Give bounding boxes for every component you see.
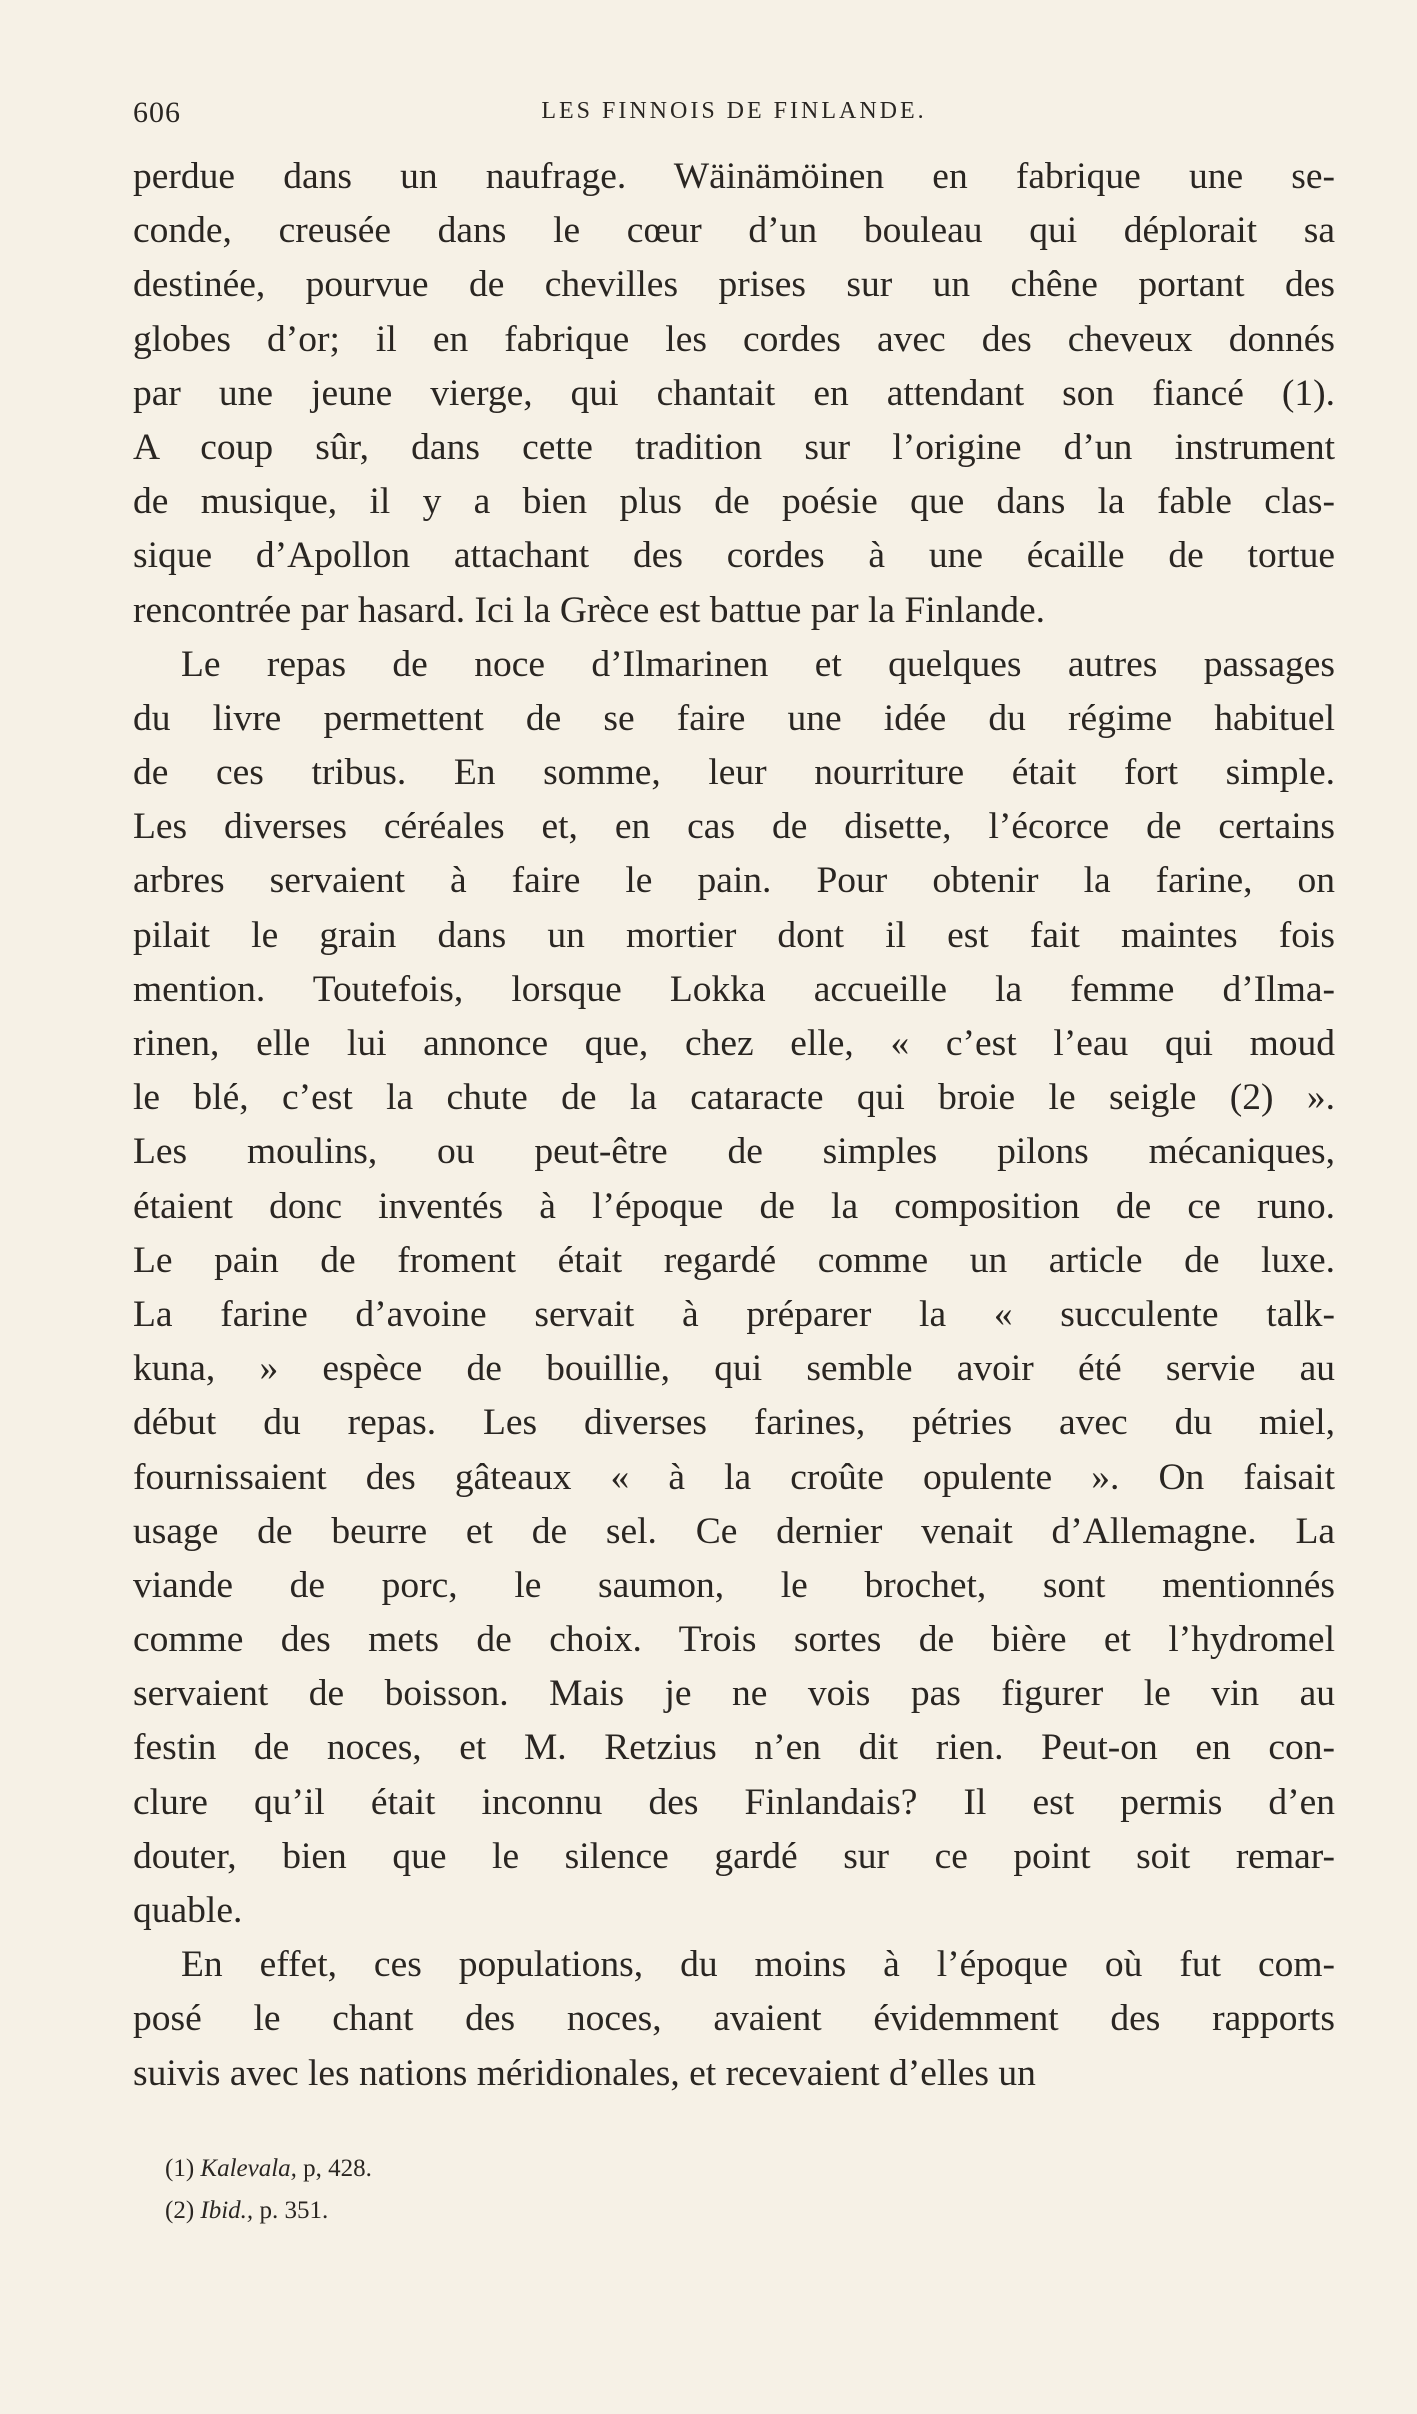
text-line: clure qu’il était inconnu des Finlandais? Il est permis d’en bbox=[133, 1781, 1335, 1823]
text-line: La farine d’avoine servait à préparer la « succulente talk- bbox=[133, 1293, 1335, 1335]
page-header bbox=[133, 96, 1335, 136]
footnote bbox=[165, 2190, 1265, 2232]
text-line: suivis avec les nations méridionales, et recevaient d’elles un bbox=[133, 2052, 1036, 2094]
text-line: Les diverses céréales et, en cas de disette, l’écorce de certains bbox=[133, 806, 1335, 848]
text-line: quable. bbox=[133, 1890, 243, 1931]
footnote-work-title: Ibid., bbox=[200, 2197, 254, 2224]
text-line: douter, bien que le silence gardé sur ce point soit remar- bbox=[133, 1835, 1335, 1877]
text-line: perdue dans un naufrage. Wäinämöinen en fabrique une se- bbox=[133, 156, 1335, 197]
text-line: Le pain de froment était regardé comme un article de luxe. bbox=[133, 1239, 1335, 1281]
footnote-marker: (1) bbox=[165, 2155, 201, 2182]
text-line: rencontrée par hasard. Ici la Grèce est battue par la Finlande. bbox=[133, 589, 1046, 631]
text-line: début du repas. Les diverses farines, pétries avec du miel, bbox=[133, 1402, 1335, 1444]
footnote-page-ref: p. 351. bbox=[253, 2197, 329, 2224]
paragraph bbox=[133, 150, 1335, 638]
text-line: du livre permettent de se faire une idée du régime habituel bbox=[133, 697, 1335, 739]
text-line: fournissaient des gâteaux « à la croûte opulente ». On faisait bbox=[133, 1456, 1335, 1498]
text-line: mention. Toutefois, lorsque Lokka accueille la femme d’Ilma- bbox=[133, 968, 1335, 1010]
text-line: A coup sûr, dans cette tradition sur l’origine d’un instrument bbox=[133, 426, 1335, 468]
text-line: servaient de boisson. Mais je ne vois pas figurer le vin au bbox=[133, 1673, 1335, 1715]
footnote-work-title: Kalevala, bbox=[200, 2155, 297, 2182]
text-line: de ces tribus. En somme, leur nourriture était fort simple. bbox=[133, 752, 1335, 794]
text-line: par une jeune vierge, qui chantait en attendant son fiancé (1). bbox=[133, 372, 1335, 414]
text-line: arbres servaient à faire le pain. Pour obtenir la farine, on bbox=[133, 860, 1335, 902]
text-line: pilait le grain dans un mortier dont il est fait maintes fois bbox=[133, 914, 1335, 956]
footnote-marker: (2) bbox=[165, 2197, 201, 2224]
text-line: conde, creusée dans le cœur d’un bouleau qui déplorait sa bbox=[133, 210, 1335, 252]
text-line: Le repas de noce d’Ilmarinen et quelques autres passages bbox=[181, 643, 1335, 685]
footnote-page-ref: p, 428. bbox=[296, 2155, 372, 2182]
page-number: 606 bbox=[133, 96, 181, 129]
body-text bbox=[133, 150, 1335, 2101]
text-line: de musique, il y a bien plus de poésie que dans la fable clas- bbox=[133, 481, 1335, 523]
text-line: le blé, c’est la chute de la cataracte qui broie le seigle (2) ». bbox=[133, 1077, 1335, 1119]
text-line: usage de beurre et de sel. Ce dernier venait d’Allemagne. La bbox=[133, 1510, 1335, 1552]
text-line: posé le chant des noces, avaient évidemment des rapports bbox=[133, 1998, 1335, 2040]
text-line: globes d’or; il en fabrique les cordes avec des cheveux donnés bbox=[133, 318, 1335, 360]
footnotes bbox=[165, 2148, 1265, 2232]
text-line: destinée, pourvue de chevilles prises sur un chêne portant des bbox=[133, 264, 1335, 306]
text-line: comme des mets de choix. Trois sortes de bière et l’hydromel bbox=[133, 1619, 1335, 1661]
paragraph bbox=[133, 1938, 1335, 2101]
text-line: rinen, elle lui annonce que, chez elle, « c’est l’eau qui moud bbox=[133, 1023, 1335, 1064]
text-line: viande de porc, le saumon, le brochet, sont mentionnés bbox=[133, 1564, 1335, 1606]
text-line: En effet, ces populations, du moins à l’époque où fut com- bbox=[181, 1944, 1335, 1986]
footnote bbox=[165, 2148, 1265, 2190]
paragraph bbox=[133, 638, 1335, 1939]
running-title: LES FINNOIS DE FINLANDE. bbox=[541, 98, 927, 124]
text-line: kuna, » espèce de bouillie, qui semble avoir été servie au bbox=[133, 1348, 1335, 1390]
text-line: festin de noces, et M. Retzius n’en dit rien. Peut-on en con- bbox=[133, 1727, 1335, 1769]
text-line: Les moulins, ou peut-être de simples pilons mécaniques, bbox=[133, 1131, 1335, 1173]
text-line: étaient donc inventés à l’époque de la composition de ce runo. bbox=[133, 1185, 1335, 1227]
text-line: sique d’Apollon attachant des cordes à une écaille de tortue bbox=[133, 535, 1335, 577]
